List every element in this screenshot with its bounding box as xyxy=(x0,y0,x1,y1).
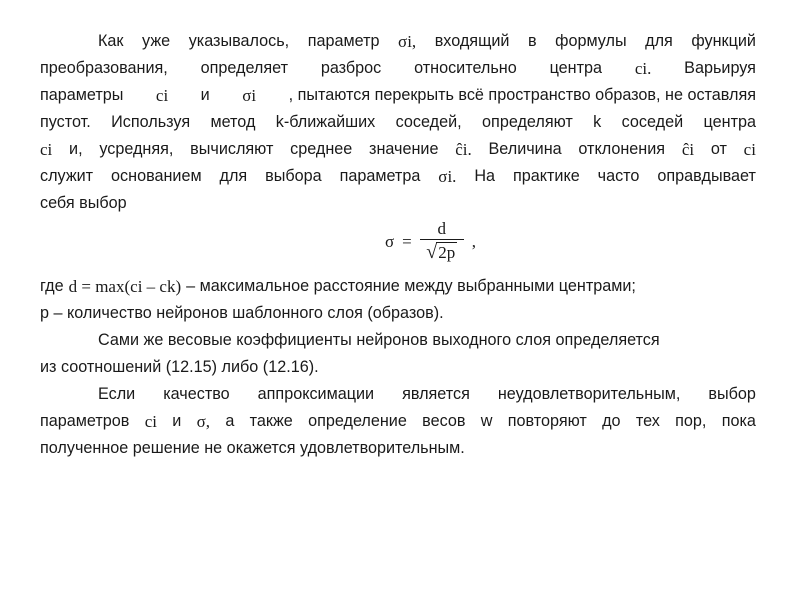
word: центра xyxy=(703,113,756,131)
word: определяют xyxy=(482,113,573,131)
word: относительно xyxy=(414,59,517,77)
formula-comma: , xyxy=(471,232,477,251)
sqrt-sign: √ xyxy=(426,241,438,263)
word: оправдывает xyxy=(657,167,756,185)
text-line xyxy=(40,354,756,381)
word: неудовлетворительным, xyxy=(497,385,681,403)
text-line xyxy=(40,300,756,327)
word: аппроксимации xyxy=(257,385,375,403)
word: и, xyxy=(69,140,83,158)
word: пор, xyxy=(675,412,707,430)
word: и xyxy=(172,412,182,430)
math-symbol: ci xyxy=(155,86,169,105)
word: разброс xyxy=(320,59,382,77)
word: k-ближайших xyxy=(275,113,376,131)
text-line xyxy=(40,190,756,217)
word: вычисляют xyxy=(190,140,274,158)
text-line xyxy=(40,435,756,462)
word: для xyxy=(219,167,248,185)
word: параметров xyxy=(40,412,130,430)
math-symbol: σi xyxy=(242,86,257,105)
radicand: 2p xyxy=(438,242,456,262)
math-expression: d = max(ci – ck) xyxy=(68,277,182,296)
word: является xyxy=(402,385,470,403)
text-run: p – количество нейронов шаблонного слоя (образов). xyxy=(40,304,444,322)
word: Варьируя xyxy=(684,59,756,77)
text-line xyxy=(40,381,756,408)
word: функций xyxy=(691,32,756,50)
text-line xyxy=(40,163,756,190)
word: весов xyxy=(422,412,466,430)
word: Используя xyxy=(111,113,191,131)
text-line xyxy=(40,327,756,354)
word: выбора xyxy=(265,167,322,185)
word: определение xyxy=(308,412,407,430)
word: и xyxy=(200,86,210,104)
word: параметра xyxy=(339,167,421,185)
word: соседей, xyxy=(395,113,462,131)
word: до xyxy=(602,412,621,430)
sigma-formula xyxy=(385,219,476,264)
text-run: Сами же весовые коэффициенты нейронов выходного слоя определяется xyxy=(98,331,660,349)
word: w xyxy=(480,412,493,430)
word: указывалось, xyxy=(188,32,290,50)
word: среднее xyxy=(290,140,353,158)
math-symbol: ĉi xyxy=(681,140,695,159)
math-symbol: σi, xyxy=(398,32,417,51)
text-run: из соотношений (12.15) либо (12.16). xyxy=(40,358,319,376)
math-symbol: ci xyxy=(743,140,756,159)
word: отклонения xyxy=(578,140,666,158)
word: формулы xyxy=(555,32,627,50)
formula-lhs: σ xyxy=(385,232,395,251)
formula-equals: = xyxy=(402,232,412,251)
math-symbol: ci xyxy=(144,412,157,431)
word: входящий xyxy=(434,32,510,50)
fraction-denominator xyxy=(426,240,457,264)
fraction-numerator: d xyxy=(437,219,447,238)
word: k xyxy=(593,113,602,131)
word: повторяют xyxy=(507,412,587,430)
text-line xyxy=(40,28,756,55)
word: основанием xyxy=(111,167,202,185)
word: практике xyxy=(512,167,580,185)
word: На xyxy=(474,167,496,185)
text-run: , пытаются перекрыть всё пространство образов, не оставляя xyxy=(288,86,756,104)
word: в xyxy=(528,32,537,50)
word: уже xyxy=(142,32,171,50)
word: Если xyxy=(98,385,136,403)
math-symbol: ĉi. xyxy=(455,140,472,159)
word: выбор xyxy=(708,385,756,403)
math-symbol: ci xyxy=(40,140,53,159)
word: а xyxy=(225,412,235,430)
word: часто xyxy=(597,167,640,185)
word: соседей xyxy=(621,113,684,131)
word: параметры xyxy=(40,86,124,104)
text-run: себя выбор xyxy=(40,194,127,212)
document-page xyxy=(40,28,756,462)
text-line xyxy=(40,136,756,163)
fraction xyxy=(420,219,464,264)
text-line xyxy=(40,82,756,109)
word: для xyxy=(645,32,673,50)
word: параметр xyxy=(307,32,380,50)
word: преобразования, xyxy=(40,59,168,77)
word: также xyxy=(249,412,293,430)
word: служит xyxy=(40,167,94,185)
word: пустот. xyxy=(40,113,91,131)
word: усредняя, xyxy=(99,140,174,158)
math-symbol: σi. xyxy=(438,167,457,186)
formula-block xyxy=(40,217,756,273)
word: качество xyxy=(163,385,230,403)
word: центра xyxy=(549,59,603,77)
word: пока xyxy=(721,412,756,430)
word: Как xyxy=(98,32,124,50)
math-symbol: σ, xyxy=(196,412,211,431)
word: определяет xyxy=(200,59,289,77)
text-line xyxy=(40,109,756,136)
word: метод xyxy=(210,113,256,131)
text-line xyxy=(40,55,756,82)
text-run: полученное решение не окажется удовлетворительным. xyxy=(40,439,465,457)
text-line xyxy=(40,408,756,435)
word: от xyxy=(710,140,727,158)
math-symbol: ci. xyxy=(634,59,652,78)
word: где xyxy=(40,277,64,295)
text-line xyxy=(40,273,756,300)
word: Величина xyxy=(488,140,562,158)
text-run: – максимальное расстояние между выбранными центрами; xyxy=(186,277,636,295)
word: значение xyxy=(369,140,439,158)
word: тех xyxy=(635,412,660,430)
